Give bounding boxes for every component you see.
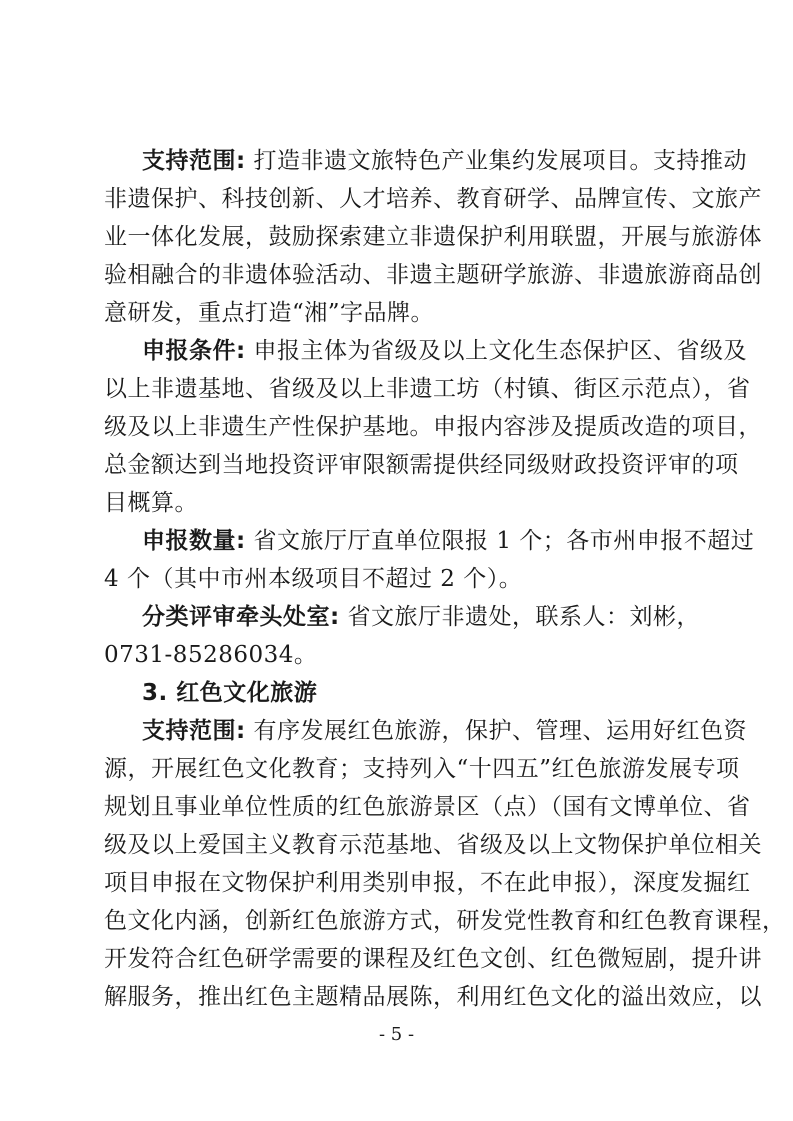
page-number: - 5 -: [378, 1024, 415, 1045]
paragraph-line: [142, 142, 748, 180]
section-label: 支持范围:: [142, 148, 246, 174]
paragraph-line: 验相融合的非遗体验活动、非遗主题研学旅游、非遗旅游商品创: [104, 262, 762, 288]
paragraph-line: 开发符合红色研学需要的课程及红色文创、红色微短剧，提升讲: [104, 946, 762, 972]
paragraph-line: 规划且事业单位性质的红色旅游景区（点）（国有文博单位、省: [104, 794, 751, 820]
section-heading: 3. 红色文化旅游: [142, 680, 318, 706]
paragraph-line: 总金额达到当地投资评审限额需提供经同级财政投资评审的项: [104, 452, 739, 478]
paragraph-text: 打造非遗文旅特色产业集约发展项目。支持推动: [253, 148, 748, 174]
section-label: 申报数量:: [142, 528, 246, 554]
paragraph-text: 省文旅厅非遗处，联系人：刘彬，: [347, 604, 701, 630]
paragraph-line: [142, 598, 732, 636]
paragraph-line: 业一体化发展，鼓励探索建立非遗保护利用联盟，开展与旅游体: [104, 224, 762, 250]
paragraph-text: 省文旅厅厅直单位限报 1 个；各市州申报不超过: [253, 528, 755, 554]
paragraph-line: 非遗保护、科技创新、人才培养、教育研学、品牌宣传、文旅产: [104, 186, 762, 212]
paragraph-line: 以上非遗基地、省级及以上非遗工坊（村镇、街区示范点），省: [104, 376, 751, 402]
paragraph-text: 有序发展红色旅游，保护、管理、运用好红色资: [253, 718, 748, 744]
paragraph-line: 解服务，推出红色主题精品展陈，利用红色文化的溢出效应，以: [104, 984, 762, 1010]
section-label: 支持范围:: [142, 718, 246, 744]
paragraph-line: [142, 712, 748, 750]
paragraph-line: [142, 522, 755, 560]
paragraph-line: 0731-85286034。: [104, 642, 318, 668]
paragraph-line: [142, 332, 748, 370]
paragraph-line: 级及以上非遗生产性保护基地。申报内容涉及提质改造的项目，: [104, 414, 762, 440]
paragraph-line: 源，开展红色文化教育；支持列入“十四五”红色旅游发展专项: [104, 756, 740, 782]
paragraph-line: 项目申报在文物保护利用类别申报，不在此申报），深度发掘红: [104, 870, 751, 896]
section-label: 申报条件:: [142, 338, 246, 364]
paragraph-line: 意研发，重点打造“湘”字品牌。: [104, 300, 435, 326]
paragraph-line: 目概算。: [104, 490, 198, 516]
paragraph-text: 申报主体为省级及以上文化生态保护区、省级及: [253, 338, 748, 364]
paragraph-line: 4 个（其中市州本级项目不超过 2 个）。: [104, 566, 523, 592]
section-label: 分类评审牵头处室:: [142, 604, 340, 630]
paragraph-line: 级及以上爱国主义教育示范基地、省级及以上文物保护单位相关: [104, 832, 762, 858]
paragraph-line: 色文化内涵，创新红色旅游方式，研发党性教育和红色教育课程，: [104, 908, 786, 934]
